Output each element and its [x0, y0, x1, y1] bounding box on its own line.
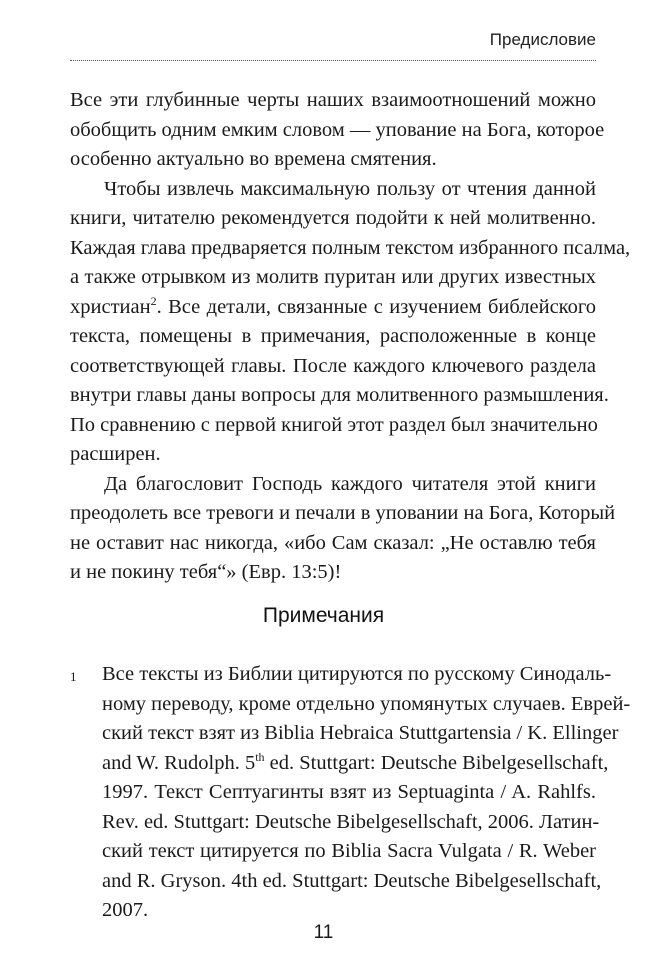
- text-line: 1997. Текст Септуагинты взят из Septuaginta / A. Rahlfs.: [102, 781, 596, 803]
- text-line: Каждая глава предваряется полным текстом избранного псалма,: [70, 236, 631, 259]
- paragraph: [70, 175, 631, 470]
- text-line: Чтобы извлечь максимальную пользу от чтения данной: [104, 177, 596, 200]
- page-number: 11: [313, 922, 334, 943]
- paragraph: [70, 470, 616, 588]
- text-line: обобщить одним емким словом — упование на Бога, которое: [70, 118, 605, 141]
- footnote-mark: 1: [70, 669, 77, 684]
- text-line: and R. Gryson. 4th ed. Stuttgart: Deutsche Bibelgesellschaft,: [102, 869, 602, 892]
- notes-section-title: Примечания: [262, 604, 385, 627]
- running-header: [70, 24, 596, 61]
- text-segment: . Все детали, связанные с изучением библейского: [156, 295, 596, 318]
- text-line: не оставит нас никогда, «ибо Сам сказал: „Не оставлю тебя: [70, 531, 596, 554]
- text-line: ский текст взят из Biblia Hebraica Stuttgartensia / K. Ellinger: [102, 722, 619, 744]
- running-header-title: Предисловие: [489, 30, 596, 49]
- text-line: книги, читателю рекомендуется подойти к ней молитвенно.: [70, 207, 596, 229]
- text-line: текста, помещены в примечания, расположенные в конце: [70, 325, 596, 347]
- text-line: и не покину тебя“» (Евр. 13:5)!: [70, 561, 342, 583]
- text-line: ский текст цитируется по Biblia Sacra Vulgata / R. Weber: [102, 840, 596, 862]
- text-line: 2007.: [102, 899, 149, 921]
- superscript: th: [255, 749, 265, 764]
- text-line: особенно актуально во времена смятения.: [70, 148, 437, 170]
- text-line: ному переводу, кроме отдельно упомянутых случаев. Еврей-: [102, 692, 631, 715]
- text-line: Rev. ed. Stuttgart: Deutsche Bibelgesellschaft, 2006. Латин-: [102, 810, 600, 833]
- footnote-ref[interactable]: 2: [150, 293, 157, 308]
- text-segment: христиан: [70, 295, 151, 318]
- footnote-text: [102, 660, 631, 926]
- text-line: Все эти глубинные черты наших взаимоотношений можно: [70, 89, 596, 111]
- text-line: преодолеть все тревоги и печали в уповании на Бога, Который: [70, 502, 616, 524]
- footnote: [70, 660, 631, 926]
- main-text: [70, 86, 631, 588]
- text-line: соответствующей главы. После каждого ключевого раздела: [70, 354, 596, 377]
- text-line: По сравнению с первой книгой этот раздел был значительно: [70, 413, 598, 436]
- text-segment: and W. Rudolph. 5: [102, 751, 256, 774]
- text-segment: ed. Stuttgart: Deutsche Bibelgesellschaft,: [264, 751, 609, 774]
- text-line: Все тексты из Библии цитируются по русскому Синодаль-: [102, 663, 612, 685]
- text-line: расширен.: [70, 443, 161, 465]
- text-line-with-superscript: [102, 749, 609, 779]
- text-line: Да благословит Господь каждого читателя этой книги: [104, 472, 596, 495]
- text-line: а также отрывком из молитв пуритан или других известных: [70, 266, 596, 288]
- text-line-with-footnote: [70, 293, 596, 323]
- text-line: внутри главы даны вопросы для молитвенного размышления.: [70, 384, 609, 406]
- paragraph: [70, 86, 605, 175]
